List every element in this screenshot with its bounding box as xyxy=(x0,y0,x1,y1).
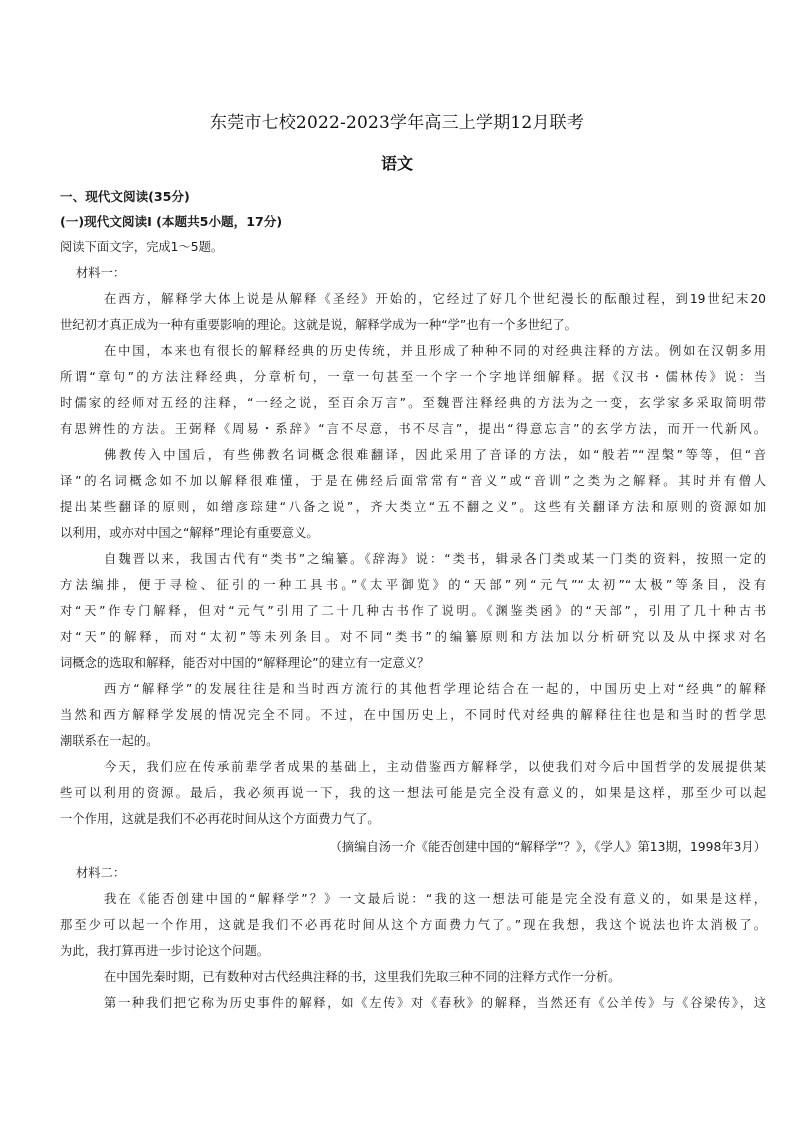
source-citation: （摘编自汤一介《能否创建中国的“解释学”？》，《学人》第13期，1998年3月） xyxy=(329,840,766,854)
paragraph-line: 对“天”作专门解释，但对“元气”引用了二十几种古书作了说明。《渊鉴类函》的“天部”，引用了几十种古书 xyxy=(60,604,766,618)
paragraph-line: 潮联系在一起的。 xyxy=(60,734,159,748)
paragraph-line: 有思辨性的方法。王弼释《周易・系辞》“言不尽意，书不尽言”，提出“得意忘言”的玄学方法，而开一代新风。 xyxy=(60,422,766,436)
instruction-text: 阅读下面文字，完成1～5题。 xyxy=(60,240,224,254)
paragraph-line: 以利用，或亦对中国之“解释”理论有重要意义。 xyxy=(60,526,319,540)
exam-title: 东莞市七校2022-2023学年高三上学期12月联考 xyxy=(209,113,585,133)
paragraph-line: 些可以利用的资源。最后，我必须再说一下，我的这一想法可能是完全没有意义的，如果是这样，那至少可以起 xyxy=(60,786,766,800)
paragraph-line: 词概念的选取和解释，能否对中国的“解释理论”的建立有一定意义？ xyxy=(60,656,430,670)
paragraph-line: 西方“解释学”的发展往往是和当时西方流行的其他哲学理论结合在一起的，中国历史上对“经典”的解释 xyxy=(104,682,766,696)
material-label: 材料二： xyxy=(76,866,126,880)
paragraph-line: 世纪初才真正成为一种有重要影响的理论。这就是说，解释学成为一种“学”也有一个多世纪了。 xyxy=(60,318,577,332)
paragraph-line: 译”的名词概念如不加以解释很难懂，于是在佛经后面常常有“音义”或“音训”之类为之解释。其时并有僧人 xyxy=(60,474,766,488)
paragraph-line: 在中国，本来也有很长的解释经典的历史传统，并且形成了种种不同的对经典注释的方法。例如在汉朝多用 xyxy=(104,344,766,358)
paragraph-line: 对“天”的解释，而对“太初”等未列条目。对不同“类书”的编纂原则和方法加以分析研究以及从中探求对名 xyxy=(60,630,766,644)
paragraph-line: 提出某些翻译的原则，如缯彦琮建“八备之说”，齐大类立“五不翻之义”。这些有关翻译方法和原则的资源如加 xyxy=(60,500,766,514)
paragraph-line: 当然和西方解释学发展的情况完全不同。不过，在中国历史上，不同时代对经典的解释往往也是和当时的哲学思 xyxy=(60,708,766,722)
section-heading: 一、现代文阅读(35分) xyxy=(60,189,190,204)
paragraph-line: 在中国先秦时期，已有数种对古代经典注释的书，这里我们先取三种不同的注释方式作一分析。 xyxy=(104,970,621,984)
paragraph-line: 为此，我打算再进一步讨论这个问题。 xyxy=(60,944,270,958)
paragraph-line: 那至少可以起一个作用，这就是我们不必再花时间从这个方面费力气了。”现在我想，我这个说法也许太消极了。 xyxy=(60,918,766,932)
paragraph-line: 我在《能否创建中国的“解释学”？》一文最后说：“我的这一想法可能是完全没有意义的，如果是这样， xyxy=(104,892,766,906)
paragraph-line: 佛教传入中国后，有些佛教名词概念很难翻译，因此采用了音译的方法，如“般若”“涅槃”等等，但“音 xyxy=(104,448,766,462)
paragraph-line: 在西方，解释学大体上说是从解释《圣经》开始的，它经过了好几个世纪漫长的酝酿过程，到19世纪末20 xyxy=(104,292,766,306)
paragraph-line: 方法编排，便于寻检、征引的一种工具书。”《太平御览》的“天部”列“元气”“太初”“太极”等条目，没有 xyxy=(60,578,766,592)
subject-heading: 语文 xyxy=(380,154,413,173)
paragraph-line: 今天，我们应在传承前辈学者成果的基础上，主动借鉴西方解释学，以使我们对今后中国哲学的发展提供某 xyxy=(104,760,766,774)
paragraph-line: 一个作用，这就是我们不必再花时间从这个方面费力气了。 xyxy=(60,812,380,826)
material-label: 材料一： xyxy=(76,266,126,280)
paragraph-line: 所谓“章句”的方法注释经典，分章析句，一章一句甚至一个字一个字地详细解释。据《汉书・儒林传》说：当 xyxy=(60,370,766,384)
paragraph-line: 第一种我们把它称为历史事件的解释，如《左传》对《春秋》的解释，当然还有《公羊传》与《谷梁传》，这 xyxy=(104,996,766,1010)
paragraph-line: 自魏晋以来，我国古代有“类书”之编纂。《辞海》说：“类书，辑录各门类或某一门类的资料，按照一定的 xyxy=(104,552,766,566)
subsection-heading: (一)现代文阅读Ⅰ (本题共5小题，17分) xyxy=(60,214,283,229)
paragraph-line: 时儒家的经师对五经的注释，“一经之说，至百余万言”。至魏晋注释经典的方法为之一变，玄学家多采取简明带 xyxy=(60,396,766,410)
